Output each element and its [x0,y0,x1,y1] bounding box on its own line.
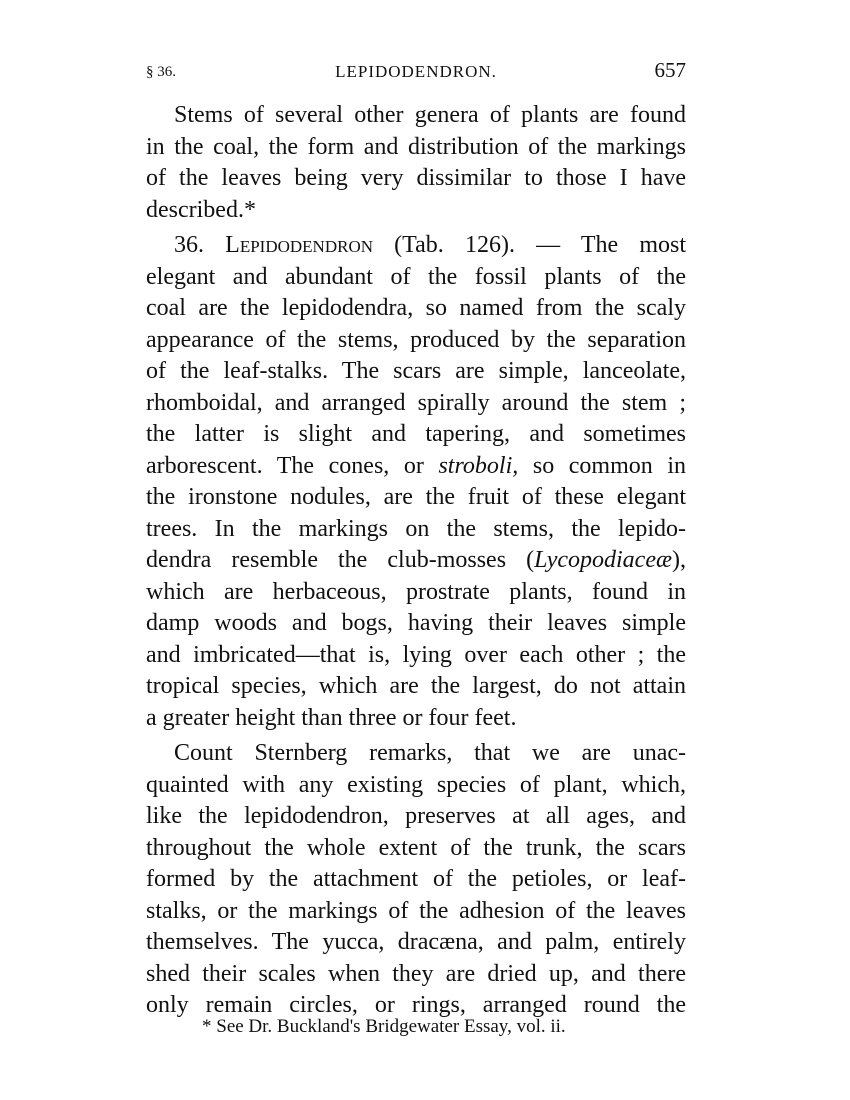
text-fragment: arborescent. The cones, or [146,452,424,479]
text-line: shed their scales when they are dried up, and there [146,960,686,987]
text-fragment: so common in [532,452,687,479]
text-line: appearance of the stems, produced by the separation [146,326,686,353]
footnote [146,1016,686,1038]
text-line: quainted with any existing species of plant, which, [146,771,686,798]
text-line [146,545,686,577]
italic-term: stroboli, [438,452,519,479]
text-line: Count Sternberg remarks, that we are unac- [174,740,686,766]
text-line: coal are the lepidodendra, so named from the scaly [146,295,686,321]
paragraph-sternberg [146,738,686,1022]
text-line: tropical species, which are the largest, do not attain [146,673,686,699]
text-line: trees. In the markings on the stems, the lepido- [146,515,686,542]
text-line: the latter is slight and tapering, and sometimes [146,421,686,447]
section-number: § 36. [146,64,176,80]
text-fragment: ), [672,547,686,573]
text-line: which are herbaceous, prostrate plants, found in [146,578,686,605]
heading-lepidodendron: Lepidodendron [225,232,373,258]
footnote-text: * See Dr. Buckland's Bridgewater Essay, vol. ii. [202,1016,566,1037]
text-line: themselves. The yucca, dracæna, and palm, entirely [146,929,686,955]
text-line: described.* [146,196,256,223]
running-header [146,58,686,88]
text-line: a greater height than three or four feet. [146,704,517,731]
text-fragment: (Tab. 126). — The most [394,232,687,258]
page-body [146,100,686,1022]
section-marker: 36. [174,232,204,258]
text-line: of the leaf-stalks. The scars are simple, lanceolate, [146,358,686,384]
text-line: elegant and abundant of the fossil plants of the [146,263,686,290]
text-line [146,230,686,262]
text-line: and imbricated—that is, lying over each other ; the [146,641,686,668]
paragraph-stems [146,100,686,226]
text-line: formed by the attachment of the petioles, or leaf- [146,866,686,892]
text-line: damp woods and bogs, having their leaves simple [146,610,686,636]
text-line: Stems of several other genera of plants are found [174,102,686,128]
text-line: throughout the whole extent of the trunk, the scars [146,834,686,861]
text-line [146,451,686,483]
text-line: rhomboidal, and arranged spirally around the stem ; [146,389,686,416]
running-title: LEPIDODENDRON. [335,62,497,81]
text-fragment: dendra resemble the club-mosses ( [146,547,535,573]
text-line: in the coal, the form and distribution of the markings [146,133,686,160]
text-line: stalks, or the markings of the adhesion of the leaves [146,897,686,924]
page-number: 657 [654,58,686,82]
text-line: only remain circles, or rings, arranged round the [146,992,686,1018]
text-line: the ironstone nodules, are the fruit of these elegant [146,484,686,510]
italic-term: Lycopodiaceæ [534,547,672,573]
text-line: of the leaves being very dissimilar to those I have [146,165,686,191]
paragraph-lepidodendron [146,230,686,734]
text-line: like the lepidodendron, preserves at all ages, and [146,803,686,829]
